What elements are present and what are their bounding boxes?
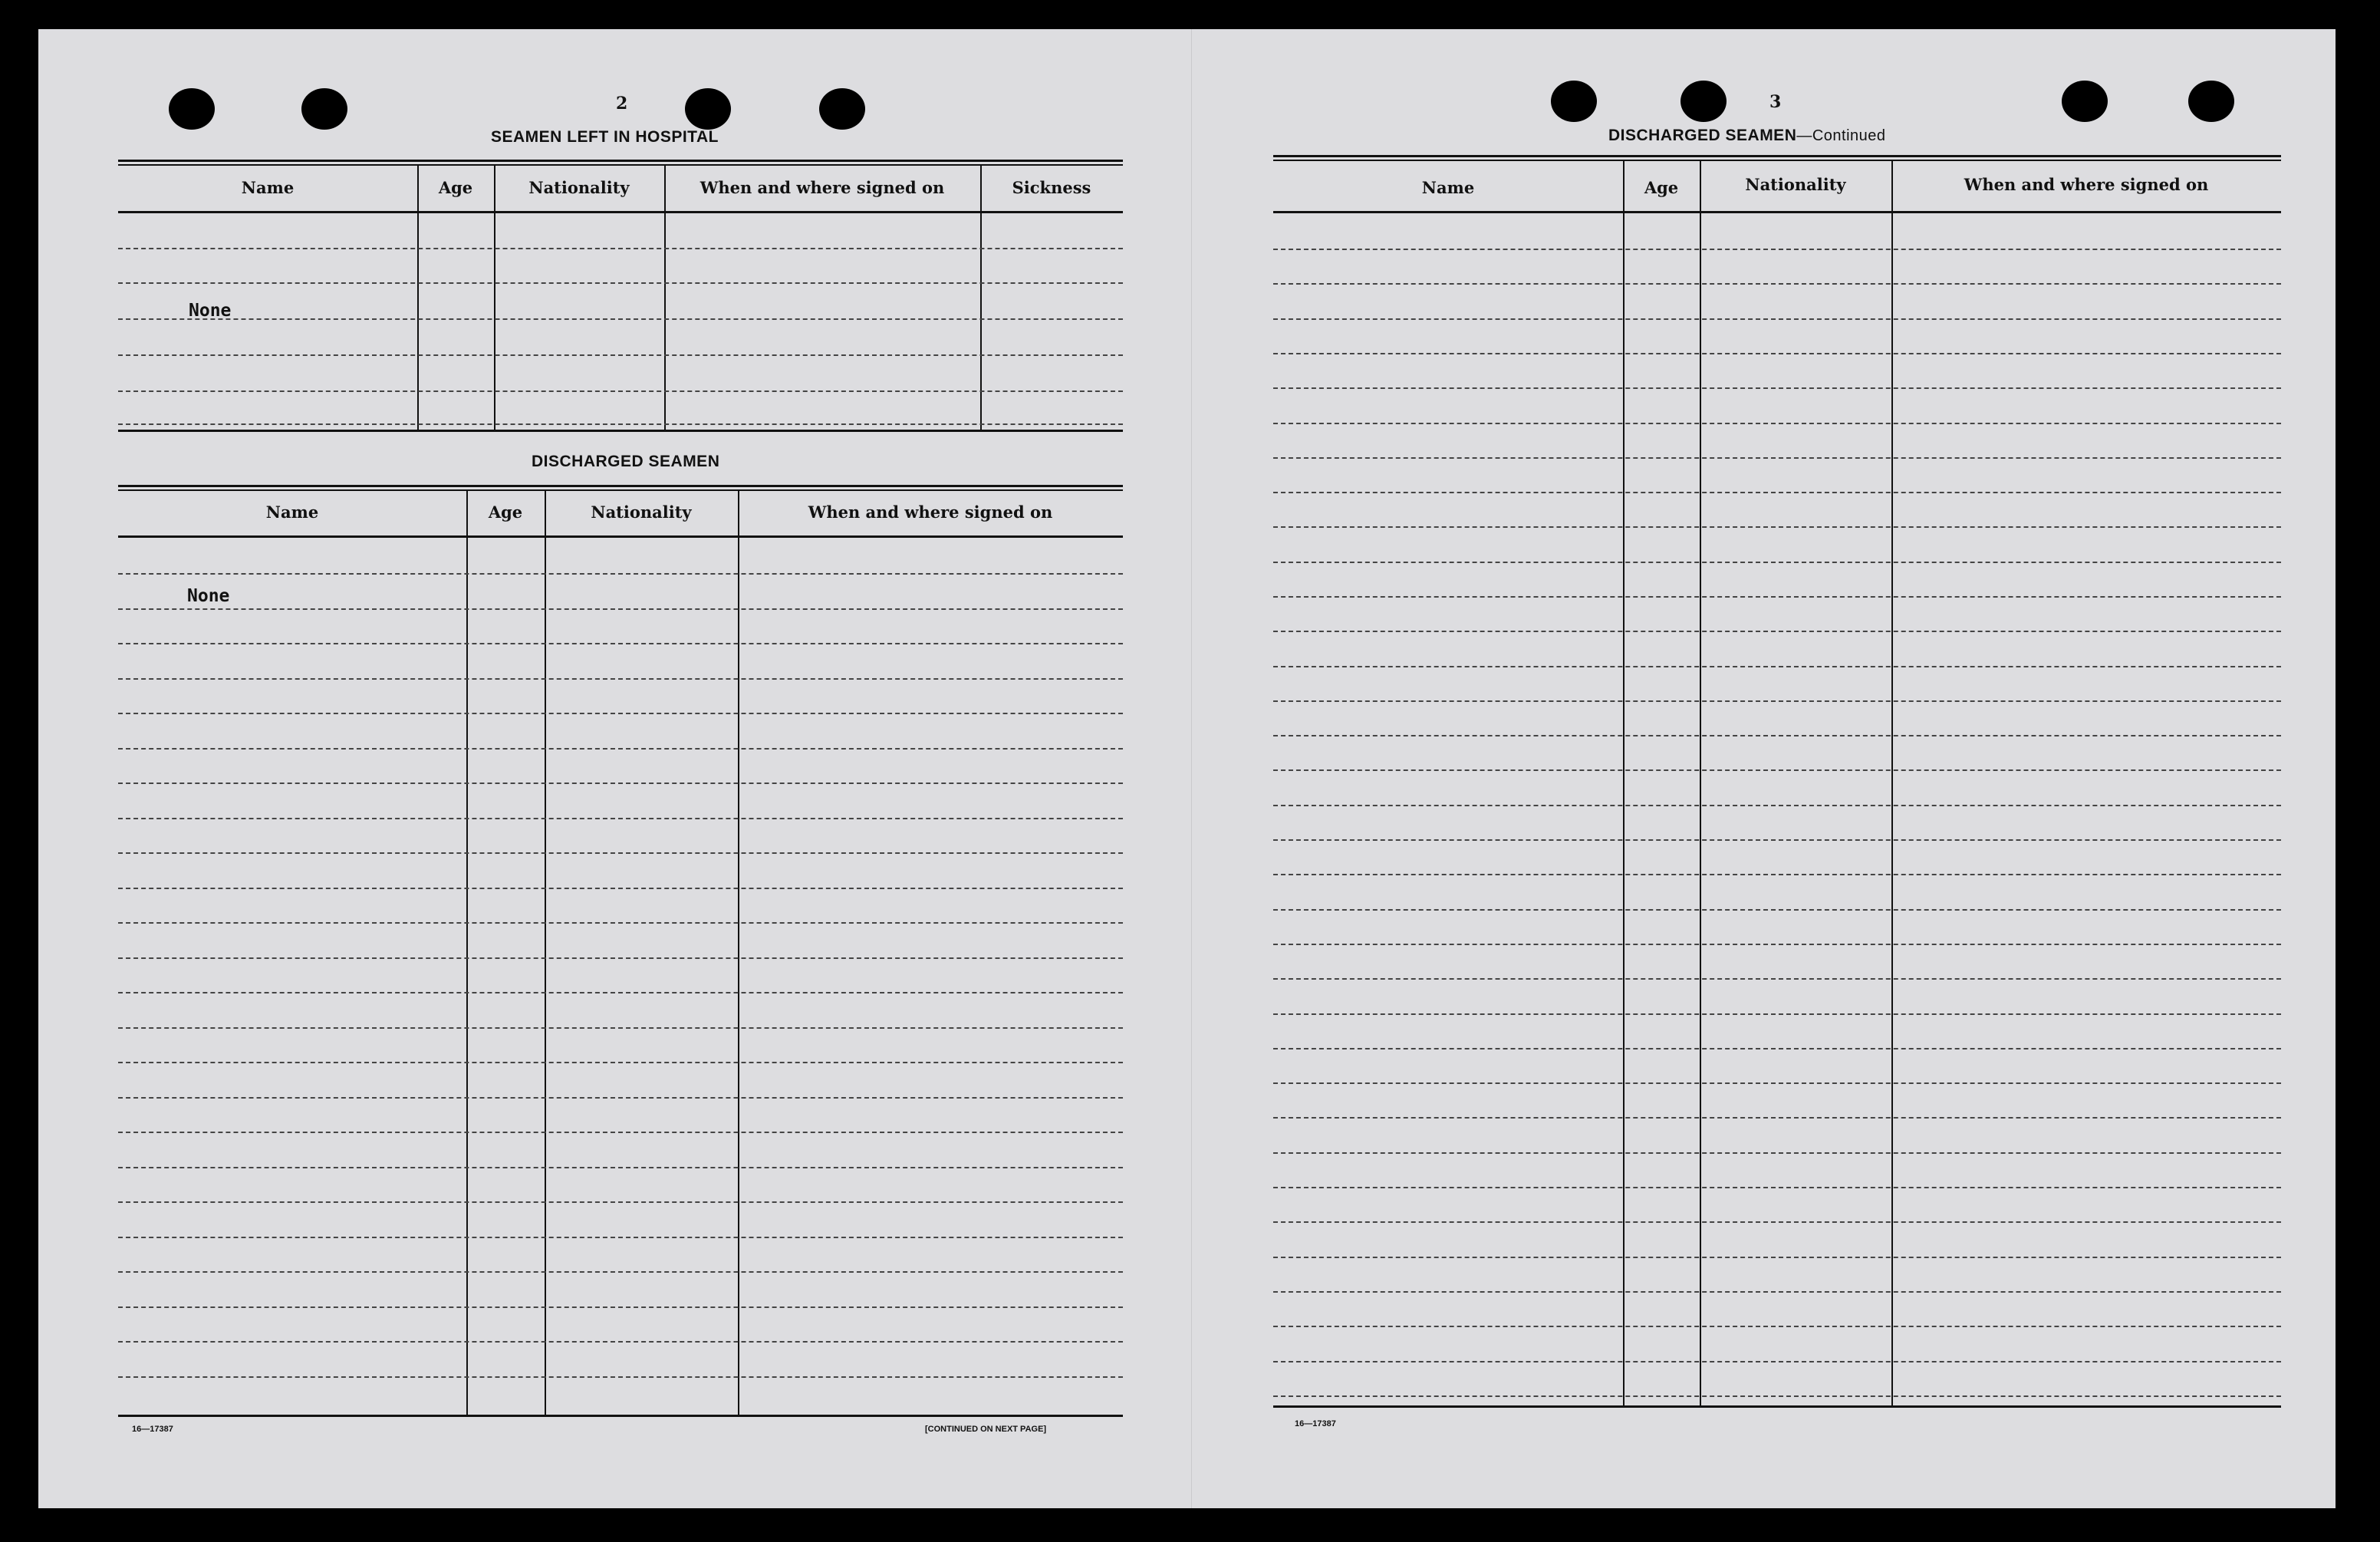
- punch-hole: [819, 88, 865, 130]
- column-header-age: Age: [438, 178, 473, 197]
- column-header-name: Name: [241, 178, 295, 197]
- column-header-nationality: Nationality: [591, 502, 692, 522]
- punch-hole: [169, 88, 215, 130]
- row-rule: [1273, 1082, 2281, 1084]
- discharged-continued-table: [1273, 155, 2281, 1405]
- hospital-table: [118, 160, 1123, 430]
- row-rule: [1273, 318, 2281, 320]
- row-rule: [1273, 909, 2281, 911]
- column-header-age: Age: [1644, 178, 1679, 197]
- row-rule: [118, 957, 1123, 959]
- row-rule: [118, 1027, 1123, 1029]
- column-header-name: Name: [1421, 178, 1475, 197]
- discharged-continued-title-suffix: —Continued: [1796, 127, 1886, 144]
- row-rule: [1273, 944, 2281, 945]
- row-rule: [118, 1167, 1123, 1168]
- row-rule: [1273, 353, 2281, 354]
- row-rule: [118, 1376, 1123, 1378]
- column-header-age: Age: [488, 502, 523, 522]
- row-rule: [118, 608, 1123, 610]
- row-rule: [118, 888, 1123, 889]
- row-rule: [1273, 1117, 2281, 1119]
- row-rule: [1273, 492, 2281, 493]
- hospital-section-title: SEAMEN LEFT IN HOSPITAL: [491, 128, 719, 146]
- row-rule: [118, 573, 1123, 575]
- row-rule: [118, 748, 1123, 750]
- punch-hole: [301, 88, 347, 130]
- row-rule: [1273, 805, 2281, 806]
- row-rule: [1273, 1221, 2281, 1223]
- row-rule: [118, 783, 1123, 784]
- row-rule: [1273, 283, 2281, 285]
- row-rule: [1273, 1291, 2281, 1293]
- discharged-continued-title: [1608, 127, 1886, 145]
- page-number-right: 3: [1769, 92, 1782, 112]
- row-rule: [1273, 1361, 2281, 1362]
- row-rule: [1273, 1257, 2281, 1258]
- row-rule: [118, 1271, 1123, 1273]
- row-rule: [1273, 457, 2281, 459]
- row-rule: [1273, 562, 2281, 563]
- row-rule: [1273, 874, 2281, 875]
- row-rule: [118, 1097, 1123, 1099]
- row-rule: [118, 643, 1123, 644]
- column-header-signed-on: When and where signed on: [1964, 175, 2209, 194]
- row-rule: [1273, 1048, 2281, 1049]
- discharged-entry-none: None: [187, 586, 230, 606]
- row-rule: [1273, 1187, 2281, 1188]
- row-rule: [118, 713, 1123, 714]
- row-rule: [1273, 1013, 2281, 1015]
- punch-hole: [685, 88, 731, 130]
- column-header-nationality: Nationality: [1745, 175, 1846, 194]
- row-rule: [1273, 249, 2281, 250]
- row-rule: [118, 1201, 1123, 1203]
- row-rule: [1273, 1395, 2281, 1397]
- page-number-left: 2: [616, 94, 628, 114]
- punch-hole: [1680, 81, 1727, 122]
- row-rule: [118, 992, 1123, 993]
- punch-hole: [1551, 81, 1597, 122]
- row-rule: [118, 678, 1123, 680]
- row-rule: [118, 1341, 1123, 1343]
- discharged-section-title: DISCHARGED SEAMEN: [532, 453, 720, 470]
- row-rule: [118, 1132, 1123, 1133]
- row-rule: [118, 1237, 1123, 1238]
- row-rule: [1273, 700, 2281, 702]
- discharged-table: [118, 485, 1123, 1415]
- row-rule: [1273, 1326, 2281, 1327]
- column-header-signed-on: When and where signed on: [808, 502, 1053, 522]
- row-rule: [1273, 596, 2281, 598]
- form-number-left: 16—17387: [132, 1425, 173, 1434]
- hospital-entry-none: None: [189, 301, 232, 321]
- row-rule: [1273, 423, 2281, 424]
- continued-note: [CONTINUED ON NEXT PAGE]: [925, 1425, 1047, 1434]
- row-rule: [1273, 769, 2281, 771]
- punch-hole: [2188, 81, 2234, 122]
- row-rule: [1273, 526, 2281, 528]
- column-header-nationality: Nationality: [528, 178, 630, 197]
- column-header-sickness: Sickness: [1012, 178, 1091, 197]
- row-rule: [1273, 631, 2281, 632]
- row-rule: [1273, 1152, 2281, 1154]
- row-rule: [118, 922, 1123, 924]
- row-rule: [118, 1062, 1123, 1063]
- column-header-name: Name: [265, 502, 319, 522]
- row-rule: [1273, 387, 2281, 389]
- row-rule: [1273, 735, 2281, 736]
- row-rule: [118, 818, 1123, 819]
- column-header-signed-on: When and where signed on: [700, 178, 945, 197]
- page-fold: [1191, 29, 1192, 1508]
- row-rule: [1273, 666, 2281, 667]
- punch-hole: [2062, 81, 2108, 122]
- row-rule: [1273, 839, 2281, 841]
- row-rule: [118, 852, 1123, 854]
- row-rule: [118, 1306, 1123, 1308]
- row-rule: [1273, 978, 2281, 980]
- discharged-continued-title-main: DISCHARGED SEAMEN: [1608, 127, 1797, 144]
- form-number-right: 16—17387: [1295, 1419, 1336, 1428]
